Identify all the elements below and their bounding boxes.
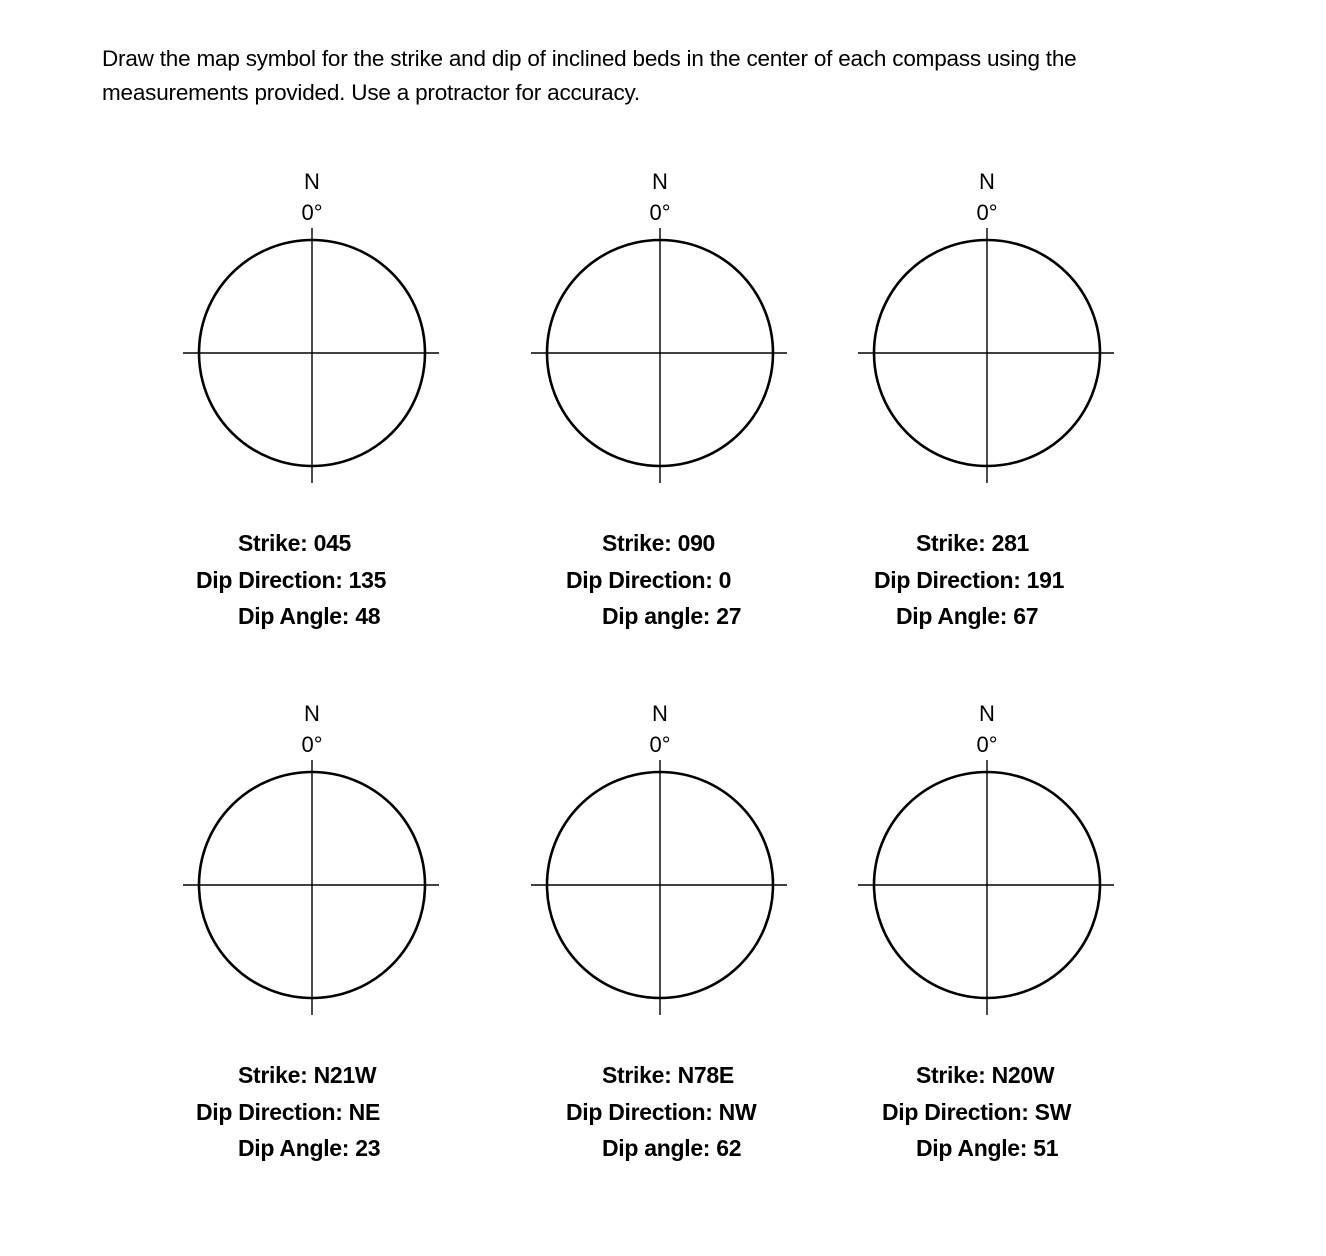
north-label: N xyxy=(979,169,995,194)
compass-3[interactable] xyxy=(837,163,1137,503)
compass-1[interactable] xyxy=(162,163,462,503)
strike-text: Strike: 090 xyxy=(602,530,716,556)
zero-degree-label: 0° xyxy=(301,200,323,225)
dip-angle-text: Dip Angle: 51 xyxy=(916,1135,1059,1161)
north-label: N xyxy=(979,701,995,726)
zero-degree-label: 0° xyxy=(301,732,323,757)
dip-direction-text: Dip Direction: NW xyxy=(566,1098,757,1125)
dip-angle-text: Dip Angle: 67 xyxy=(896,603,1039,629)
instructions-line-2: measurements provided. Use a protractor for accuracy. xyxy=(102,80,640,105)
north-label: N xyxy=(652,169,668,194)
instructions-line-1: Draw the map symbol for the strike and dip of inclined beds in the center of each compass using the xyxy=(102,46,1077,71)
strike-text: Strike: N20W xyxy=(916,1062,1055,1088)
strike-text: Strike: 045 xyxy=(238,530,352,556)
dip-angle-text: Dip angle: 27 xyxy=(602,603,742,629)
strike-text: Strike: N78E xyxy=(602,1062,734,1088)
dip-angle-text: Dip Angle: 23 xyxy=(238,1135,381,1161)
north-label: N xyxy=(304,169,320,194)
dip-angle-text: Dip angle: 62 xyxy=(602,1135,742,1161)
dip-direction-text: Dip Direction: SW xyxy=(882,1098,1072,1125)
dip-direction-text: Dip Direction: NE xyxy=(196,1098,381,1125)
zero-degree-label: 0° xyxy=(976,200,998,225)
north-label: N xyxy=(304,701,320,726)
zero-degree-label: 0° xyxy=(649,732,671,757)
compass-4[interactable] xyxy=(162,695,462,1035)
compass-2[interactable] xyxy=(510,163,810,503)
strike-text: Strike: N21W xyxy=(238,1062,377,1088)
strike-text: Strike: 281 xyxy=(916,530,1030,556)
dip-direction-text: Dip Direction: 191 xyxy=(874,566,1065,593)
dip-angle-text: Dip Angle: 48 xyxy=(238,603,381,629)
zero-degree-label: 0° xyxy=(649,200,671,225)
dip-direction-text: Dip Direction: 135 xyxy=(196,566,387,593)
compass-6[interactable] xyxy=(837,695,1137,1035)
north-label: N xyxy=(652,701,668,726)
dip-direction-text: Dip Direction: 0 xyxy=(566,566,732,593)
zero-degree-label: 0° xyxy=(976,732,998,757)
instructions xyxy=(102,42,1282,110)
compass-5[interactable] xyxy=(510,695,810,1035)
